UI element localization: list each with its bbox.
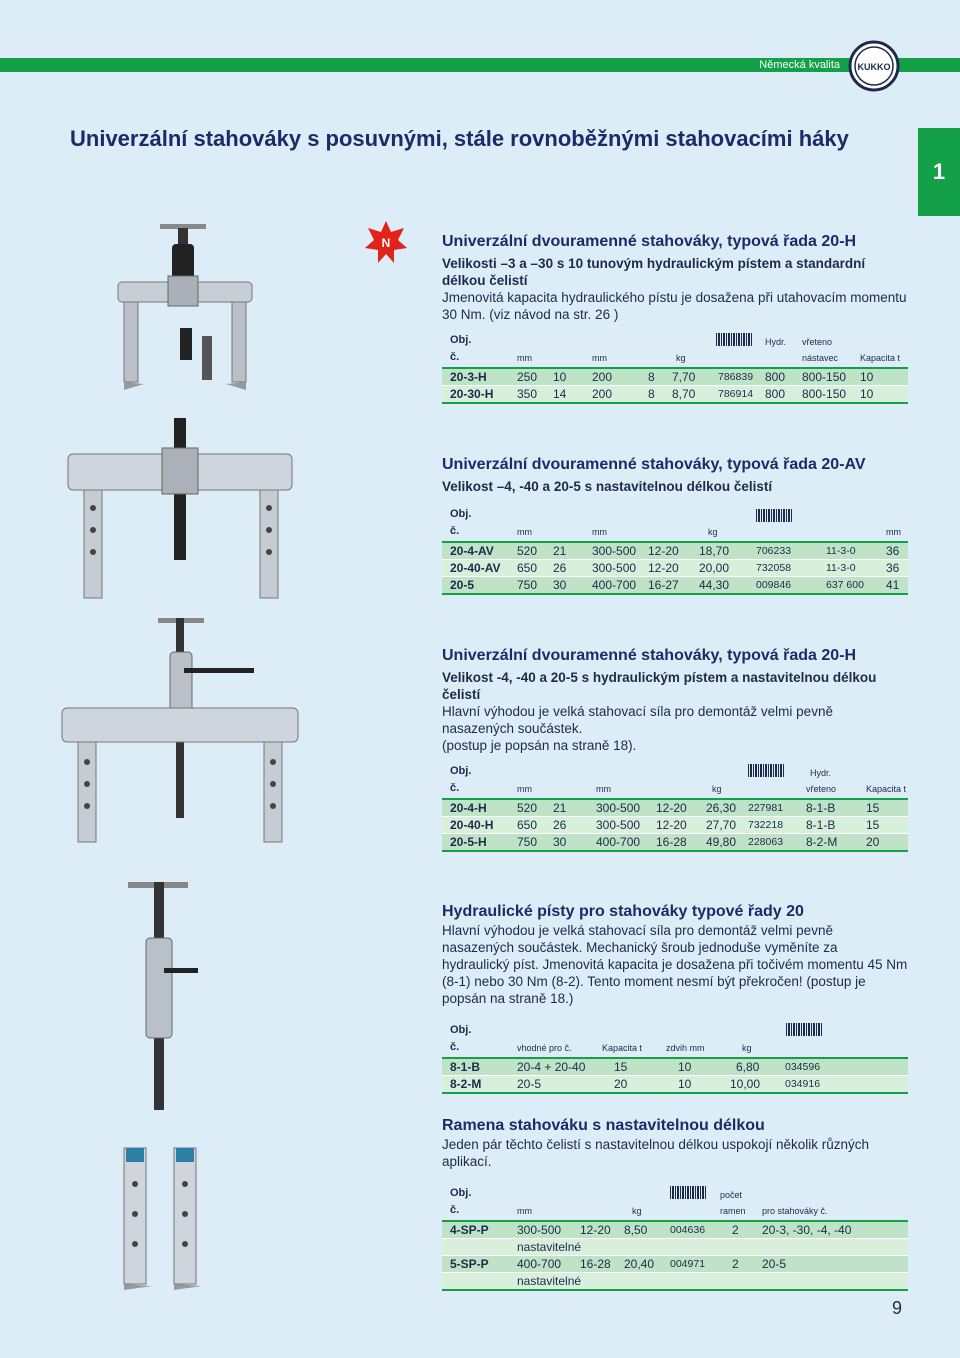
table-row: 20-5-H 750 30 400-700 16-28 49,80 228063 8-2-M 20 xyxy=(442,834,908,852)
table-header: Obj. č. vhodné pro č. Kapacita t zdvih mm kg xyxy=(442,1021,908,1059)
section-20-h xyxy=(442,232,908,404)
chapter-tab: 1 xyxy=(918,128,960,216)
page-number: 9 xyxy=(892,1298,903,1318)
table-row: 20-4-H 520 21 300-500 12-20 26,30 227981 8-1-B 15 xyxy=(442,800,908,817)
section-subtitle: Velikost -4, -40 a 20-5 s hydraulickým pístem a nastavitelnou délkou čelistí xyxy=(442,670,877,702)
section-description: Hlavní výhodou je velká stahovací síla pro demontáž velmi pevně nasazených součástek. Mechanický šroub jednoduše vyměníte za hydraulický píst. Jmenovitá kapacita je dosažena při točivém momentu 45 Nm (8-1) nebo 30 Nm (8-2). Tento moment nesmí být překročen! (postup je popsán na straně 18.) xyxy=(442,923,908,1006)
kukko-logo xyxy=(848,40,900,92)
section-title: Hydraulické písty pro stahováky typové řady 20 xyxy=(442,903,804,920)
section-hydraulic-pistons xyxy=(442,902,908,1094)
section-description: Jeden pár těchto čelistí s nastavitelnou délkou uspokojí několik různých aplikací. xyxy=(442,1137,869,1169)
table-header: Obj. č. mm kg počet ramen pro stahováky č. xyxy=(442,1184,908,1222)
section-title: Ramena stahováku s nastavitelnou délkou xyxy=(442,1117,765,1134)
adjustable-arms-image xyxy=(118,1144,214,1294)
table-body xyxy=(442,369,908,404)
section-20-av xyxy=(442,455,908,595)
section-title: Univerzální dvouramenné stahováky, typová řada 20-H xyxy=(442,233,857,250)
table-row-note: nastavitelné xyxy=(442,1273,908,1291)
table-row: 20-40-AV 650 26 300-500 12-20 20,00 732058 11-3-0 36 xyxy=(442,560,908,577)
section-subtitle: Velikosti –3 a –30 s 10 tunovým hydraulickým pístem a standardní délkou čelistí xyxy=(442,256,866,288)
table-header: Obj. č. mm mm kg mm xyxy=(442,505,908,543)
table-row: 20-4-AV 520 21 300-500 12-20 18,70 706233 11-3-0 36 xyxy=(442,543,908,560)
section-adjustable-arms xyxy=(442,1116,908,1291)
table-row: 8-2-M 20-5 20 10 10,00 034916 xyxy=(442,1076,908,1094)
svg-text:N: N xyxy=(381,236,391,250)
table-row: 4-SP-P 300-500 12-20 8,50 004636 2 20-3, -30, -4, -40 xyxy=(442,1222,908,1239)
quality-label: Německá kvalita xyxy=(759,59,840,71)
page-title: Univerzální stahováky s posuvnými, stále rovnoběžnými stahovacími háky xyxy=(70,126,849,151)
new-badge-icon xyxy=(364,220,408,264)
table-body xyxy=(442,800,908,852)
section-description: Hlavní výhodou je velká stahovací síla pro demontáž velmi pevně nasazených součástek. xyxy=(442,704,833,736)
section-20-h-hydraulic xyxy=(442,646,908,852)
table-row: 20-3-H 250 10 200 8 7,70 786839 800 800-150 10 xyxy=(442,369,908,386)
table-row: 20-30-H 350 14 200 8 8,70 786914 800 800-150 10 xyxy=(442,386,908,404)
section-title: Univerzální dvouramenné stahováky, typová řada 20-AV xyxy=(442,456,866,473)
puller-20-h-image xyxy=(108,218,268,394)
table-body xyxy=(442,543,908,595)
table-header: Obj. č. mm mm kg Hydr. vřeteno Kapacita t xyxy=(442,762,908,800)
table-row-note: nastavitelné xyxy=(442,1239,908,1256)
section-note: (postup je popsán na straně 18). xyxy=(442,738,637,753)
table-row: 8-1-B 20-4 + 20-40 15 10 6,80 034596 xyxy=(442,1059,908,1076)
table-body xyxy=(442,1222,908,1291)
section-subtitle: Velikost –4, -40 a 20-5 s nastavitelnou délkou čelistí xyxy=(442,479,773,494)
puller-20-h-hydraulic-image xyxy=(58,612,304,846)
table-row: 20-40-H 650 26 300-500 12-20 27,70 732218 8-1-B 15 xyxy=(442,817,908,834)
section-description: Jmenovitá kapacita hydraulického pístu je dosažena při utahovacím momentu 30 Nm. (viz návod na str. 26 ) xyxy=(442,290,907,322)
table-row: 20-5 750 30 400-700 16-27 44,30 009846 637 600 41 xyxy=(442,577,908,595)
table-body xyxy=(442,1059,908,1094)
hydraulic-piston-image xyxy=(120,878,200,1114)
section-title: Univerzální dvouramenné stahováky, typová řada 20-H xyxy=(442,647,857,664)
puller-20-av-image xyxy=(62,418,302,602)
table-row: 5-SP-P 400-700 16-28 20,40 004971 2 20-5 xyxy=(442,1256,908,1273)
svg-text:KUKKO: KUKKO xyxy=(857,62,891,72)
table-header: Obj. č. mm mm kg Hydr. vřeteno nástavec Kapacita t xyxy=(442,331,908,369)
